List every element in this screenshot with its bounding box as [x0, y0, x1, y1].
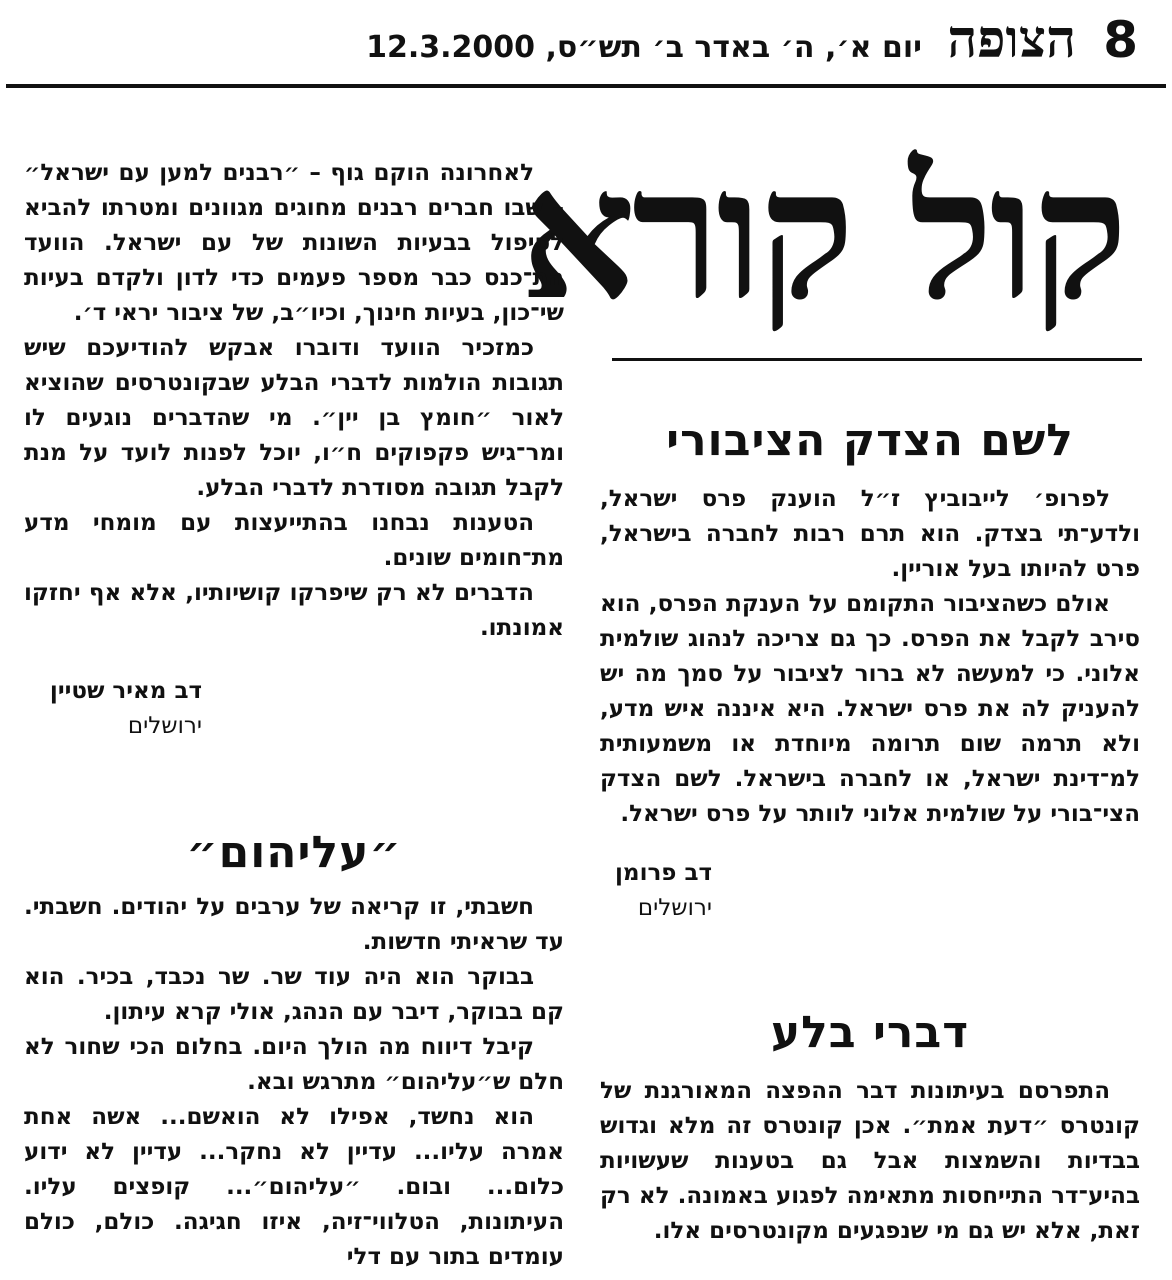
kol-kore-divider — [612, 358, 1142, 361]
issue-date: יום א׳, ה׳ באדר ב׳ תש״ס, 12.3.2000 — [366, 30, 922, 65]
article-2-paragraph: לאחרונה הוקם גוף – ״רבנים למען עם ישראל״ – שבו חברים רבנים מחוגים מגוונים ומטרתו להביא לטיפול בבעיות השונות של עם ישראל. הוועד הת־כנס כבר מספר פעמים כדי לדון ולקדם בעיות שי־כון, בעיות חינוך, וכיו״ב, של ציבור יראי ד׳. — [24, 160, 564, 326]
article-3-paragraph: הוא נחשד, אפילו לא הואשם... אשה אחת אמרה עליו... עדיין לא נחקר... עדיין לא ידוע כלום... ובום. ״עליהום״... קופצים עליו. העיתונות, הטלווי־זיה, איזו חגיגה. כולם, כולם עומדים בתור עם דלי — [24, 1104, 564, 1270]
newspaper-masthead: הצופה — [947, 9, 1076, 70]
article-3-body — [24, 890, 564, 1275]
article-4-body — [600, 1074, 1140, 1249]
signature-name: דב פרומן — [615, 860, 712, 886]
article-2-body — [24, 156, 564, 646]
article-2-paragraph: הדברים לא רק שיפרקו קושיותיו, אלא אף יחזקו אמונתו. — [24, 580, 564, 641]
article-2-signature — [2, 674, 202, 744]
header-divider — [6, 84, 1166, 88]
article-4-paragraph: התפרסם בעיתונות דבר ההפצה המאורגנת של קונטרס ״דעת אמת״. אכן קונטרס זה מלא וגדוש בבדיות והשמצות אבל גם בטענות שעשויות בהיע־דר התייחסות מתאימה לפגוע באמונה. לא רק זאת, אלא יש גם מי שנפגעים מקונטרסים אלו. — [600, 1078, 1140, 1244]
page-number: 8 — [1103, 11, 1138, 69]
page-header — [0, 8, 1172, 78]
article-1-paragraph: אולם כשהציבור התקומם על הענקת הפרס, הוא סירב לקבל את הפרס. כך גם צריכה לנהוג שולמית אלוני. כי למעשה לא ברור לציבור על סמך מה יש להעניק לה את פרס ישראל. היא איננה איש מדע, ולא תרמה שום תרומה מיוחדת או משמעותית למ־דינת ישראל, או לחברה בישראל. לשם הצדק הצי־בורי על שולמית אלוני לוותר על פרס ישראל. — [600, 591, 1140, 827]
kol-kore-title: קול קורא — [520, 129, 1124, 340]
kol-kore-banner — [520, 120, 1142, 370]
article-3-headline: ״עליהום״ — [186, 827, 402, 878]
article-4-headline: דברי בלע — [770, 1007, 970, 1058]
article-2-paragraph: כמזכיר הוועד ודוברו אבקש להודיעכם שיש תגובות הולמות לדברי הבלע שבקונטרסים שהוציא לאור ״חומץ בן יין״. מי שהדברים נוגעים לו ומר־גיש פקפוקים ח״ו, יוכל לפנות לועד על מנת לקבל תגובה מסודרת לדברי הבלע. — [24, 335, 564, 501]
signature-city: ירושלים — [637, 895, 712, 921]
article-3-paragraph: חשבתי, זו קריאה של ערבים על יהודים. חשבתי. עד שראיתי חדשות. — [24, 894, 564, 955]
signature-city: ירושלים — [127, 713, 202, 739]
article-1-body — [600, 482, 1140, 832]
article-3-paragraph: בבוקר הוא היה עוד שר. שר נכבד, בכיר. הוא קם בבוקר, דיבר עם הנהג, אולי קרא עיתון. — [24, 964, 564, 1025]
article-3-paragraph: קיבל דיווח מה הולך היום. בחלום הכי שחור לא חלם ש״עליהום״ מתרגש ובא. — [24, 1034, 564, 1095]
article-1-headline: לשם הצדק הציבורי — [666, 415, 1074, 466]
article-2-paragraph: הטענות נבחנו בהתייעצות עם מומחי מדע מת־חומים שונים. — [24, 510, 564, 571]
signature-name: דב מאיר שטיין — [49, 678, 202, 704]
article-1-paragraph: לפרופ׳ לייבוביץ ז״ל הוענק פרס ישראל, ולדע־תי בצדק. הוא תרם רבות לחברה בישראל, פרט להיותו בעל אוריין. — [600, 486, 1140, 582]
